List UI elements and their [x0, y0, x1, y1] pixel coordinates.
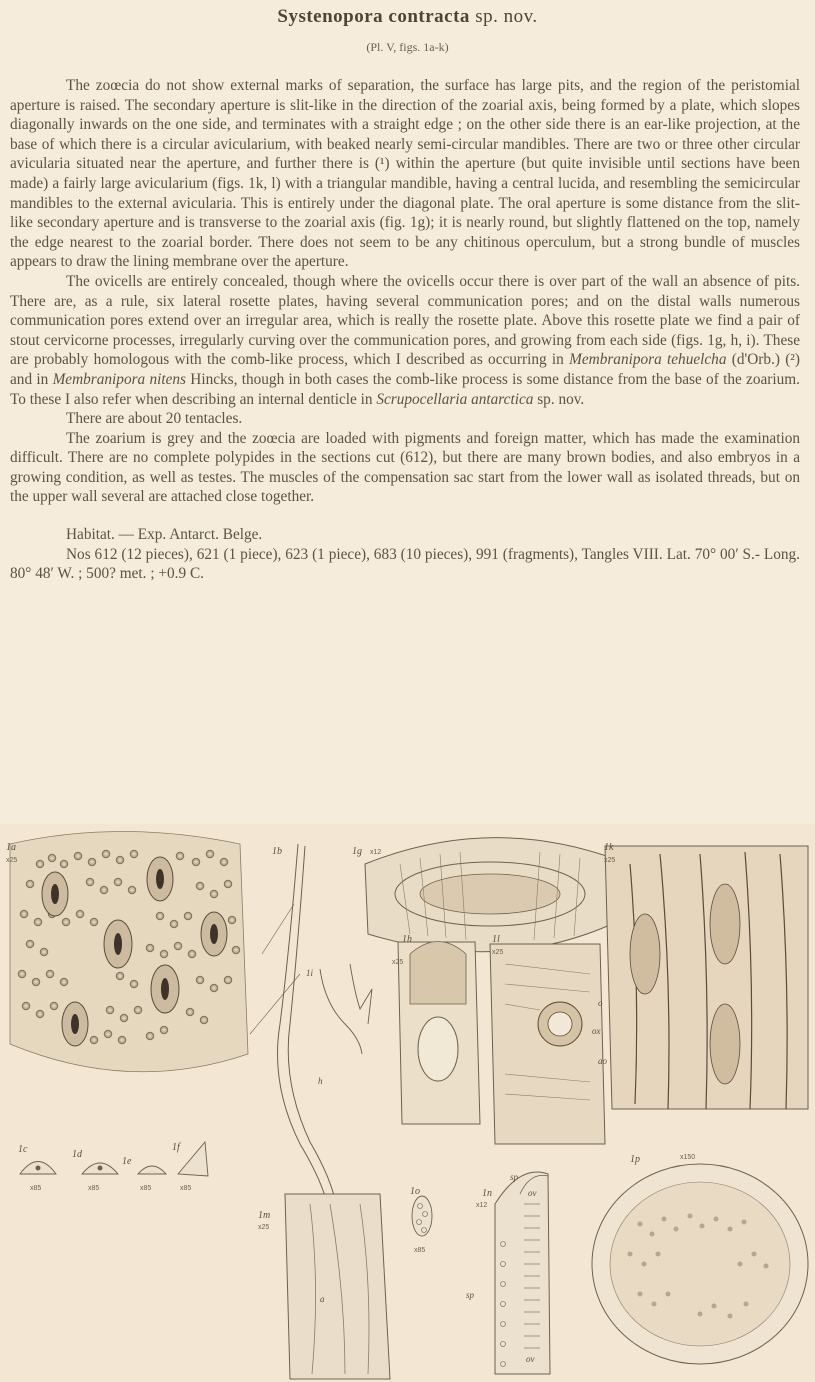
label-h: h	[318, 1076, 323, 1086]
fig-1g-section	[352, 838, 615, 952]
label-1g: 1g	[352, 846, 362, 857]
paragraph-zooecia: The zoœcia do not show external marks of separation, the surface has large pits, and the region of the peristomial aperture is raised. The secondary aperture is slit-like in the direction of the zoarial axis, being formed by a plate, which slopes diagonally inwards on the one side, and terminates with a straight edge ; on the other side there is an ear-like projection, at the base of which there is a circular avicularium, with beaked nearly semi-circular mandibles. There are two or three other circular avicularia situated near the aperture, and further there is (¹) within the aperture (but quite invisible until sections have been made) a fairly large avicularium (figs. 1k, l) with a triangular mandible, having a central lucida, and resembling the semicircular mandibles to the external avicularia. This is entirely under the diagonal plate. The oral aperture is some distance from the slit-like secondary aperture and is transverse to the zoarial axis (fig. 1g); it is nearly round, but slightly flattened on the top, namely the edge nearest to the zoarial border. There does not seem to be any chitinous operculum, but a strong bundle of muscles appears to draw the lining membrane over the aperture.	[10, 77, 800, 271]
label-1f: 1f	[172, 1142, 180, 1153]
species-scrupocellaria: Scrupocellaria antarctica	[376, 390, 534, 408]
label-sp-top: sp	[510, 1172, 519, 1182]
label-1n: 1n	[482, 1188, 492, 1199]
label-1o: 1o	[410, 1186, 420, 1197]
fig-1i-process	[306, 964, 372, 1054]
mag-1l: x25	[492, 949, 504, 956]
label-ov-top: ov	[528, 1188, 537, 1198]
label-1m: 1m	[258, 1210, 271, 1221]
label-1d: 1d	[72, 1149, 82, 1160]
label-1p: 1p	[630, 1154, 640, 1165]
habitat-line: Habitat. — Exp. Antarct. Belge.	[66, 526, 263, 544]
paragraph-ovicells-mid2: Hincks, though in both cases the comb-like process is some distance from the base of the zoarium. To these I also refer when describing an internal denticle in	[10, 370, 800, 408]
fig-1p-section	[592, 1154, 808, 1364]
label-ov-bottom: ov	[526, 1354, 535, 1364]
label-ox: ox	[592, 1026, 601, 1036]
fig-1o-pore-plate	[410, 1186, 432, 1254]
label-1h: 1h	[402, 934, 412, 945]
fig-1k-section	[604, 842, 808, 1109]
mag-1m: x25	[258, 1224, 270, 1231]
mag-1p: x150	[680, 1154, 696, 1161]
mag-1k: x25	[604, 857, 616, 864]
fig-1b-stem	[250, 844, 338, 1224]
label-o: o	[598, 998, 603, 1008]
mag-1c: x85	[30, 1185, 42, 1192]
title-suffix: sp. nov.	[475, 6, 538, 27]
mag-1h: x25	[392, 959, 404, 966]
mag-1f: x85	[180, 1185, 192, 1192]
page-title	[0, 6, 815, 28]
fig-1a-surface	[6, 832, 248, 1072]
fig-1h-zooecium	[392, 934, 480, 1124]
title-species: Systenopora contracta	[277, 6, 470, 27]
paragraph-ovicells	[10, 272, 800, 409]
fig-1l-avicularium	[490, 934, 608, 1144]
label-1c: 1c	[18, 1144, 28, 1155]
label-a: a	[320, 1294, 325, 1304]
label-1k: 1k	[604, 842, 614, 853]
mag-1n: x12	[476, 1202, 488, 1209]
species-nitens: Membranipora nitens	[52, 370, 187, 388]
fig-1c-1f-mandibles	[18, 1142, 208, 1192]
fig-1n-ovicell	[466, 1172, 550, 1374]
label-sp-side: sp	[466, 1290, 475, 1300]
paragraph-tentacles: There are about 20 tentacles.	[66, 410, 243, 428]
plate-reference: (Pl. V, figs. 1a-k)	[366, 40, 449, 54]
station-data: Nos 612 (12 pieces), 621 (1 piece), 623 (1 piece), 683 (10 pieces), 991 (fragments), Tangles VIII. Lat. 70° 00′ S.- Long. 80° 48′ W. ; 500? met. ; +0.9 C.	[10, 545, 800, 583]
species-tehuelcha: Membranipora tehuelcha	[569, 351, 727, 369]
body-text	[10, 76, 800, 584]
mag-1o: x85	[414, 1247, 426, 1254]
figure-plate	[0, 824, 815, 1382]
label-ao: ao	[598, 1056, 607, 1066]
label-1b: 1b	[272, 846, 282, 857]
fig-1m-section	[258, 1194, 390, 1379]
paragraph-ovicells-start: The ovicells are entirely concealed, though where the ovicells occur there is over part of the wall an absence of pits. There are, as a rule, six lateral rosette plates, having several communication pores; and on the distal walls numerous communication pores extend over an irregular area, which is really the rosette plate. Above this rosette plate we find a pair of stout cervicorne processes, irregularly curving over the communication pores, and growing from each side (figs. 1g, h, i). These are probably homologous with the comb-like process, which I described as occurring in	[10, 272, 800, 369]
plate-drawing	[0, 824, 815, 1382]
mag-1d: x85	[88, 1185, 100, 1192]
paragraph-ovicells-end: sp. nov.	[533, 390, 585, 408]
label-1l: 1l	[492, 934, 500, 945]
mag-1g: x12	[370, 849, 382, 856]
label-1a: 1a	[6, 842, 16, 853]
mag-1e: x85	[140, 1185, 152, 1192]
paragraph-zoarium: The zoarium is grey and the zoœcia are loaded with pigments and foreign matter, which has made the examination difficult. There are no complete polypides in the sections cut (612), but there are many brown bodies, and also embryos in a growing condition, as well as testes. The muscles of the compensation sac start from the lower wall as isolated threads, but on the upper wall several are attached close together.	[10, 429, 800, 506]
mag-1a: x25	[6, 857, 18, 864]
paragraph-ovicells-mid1: (d'Orb.) (²) and in	[10, 351, 800, 388]
label-1i: 1i	[306, 968, 314, 978]
label-1e: 1e	[122, 1156, 132, 1167]
